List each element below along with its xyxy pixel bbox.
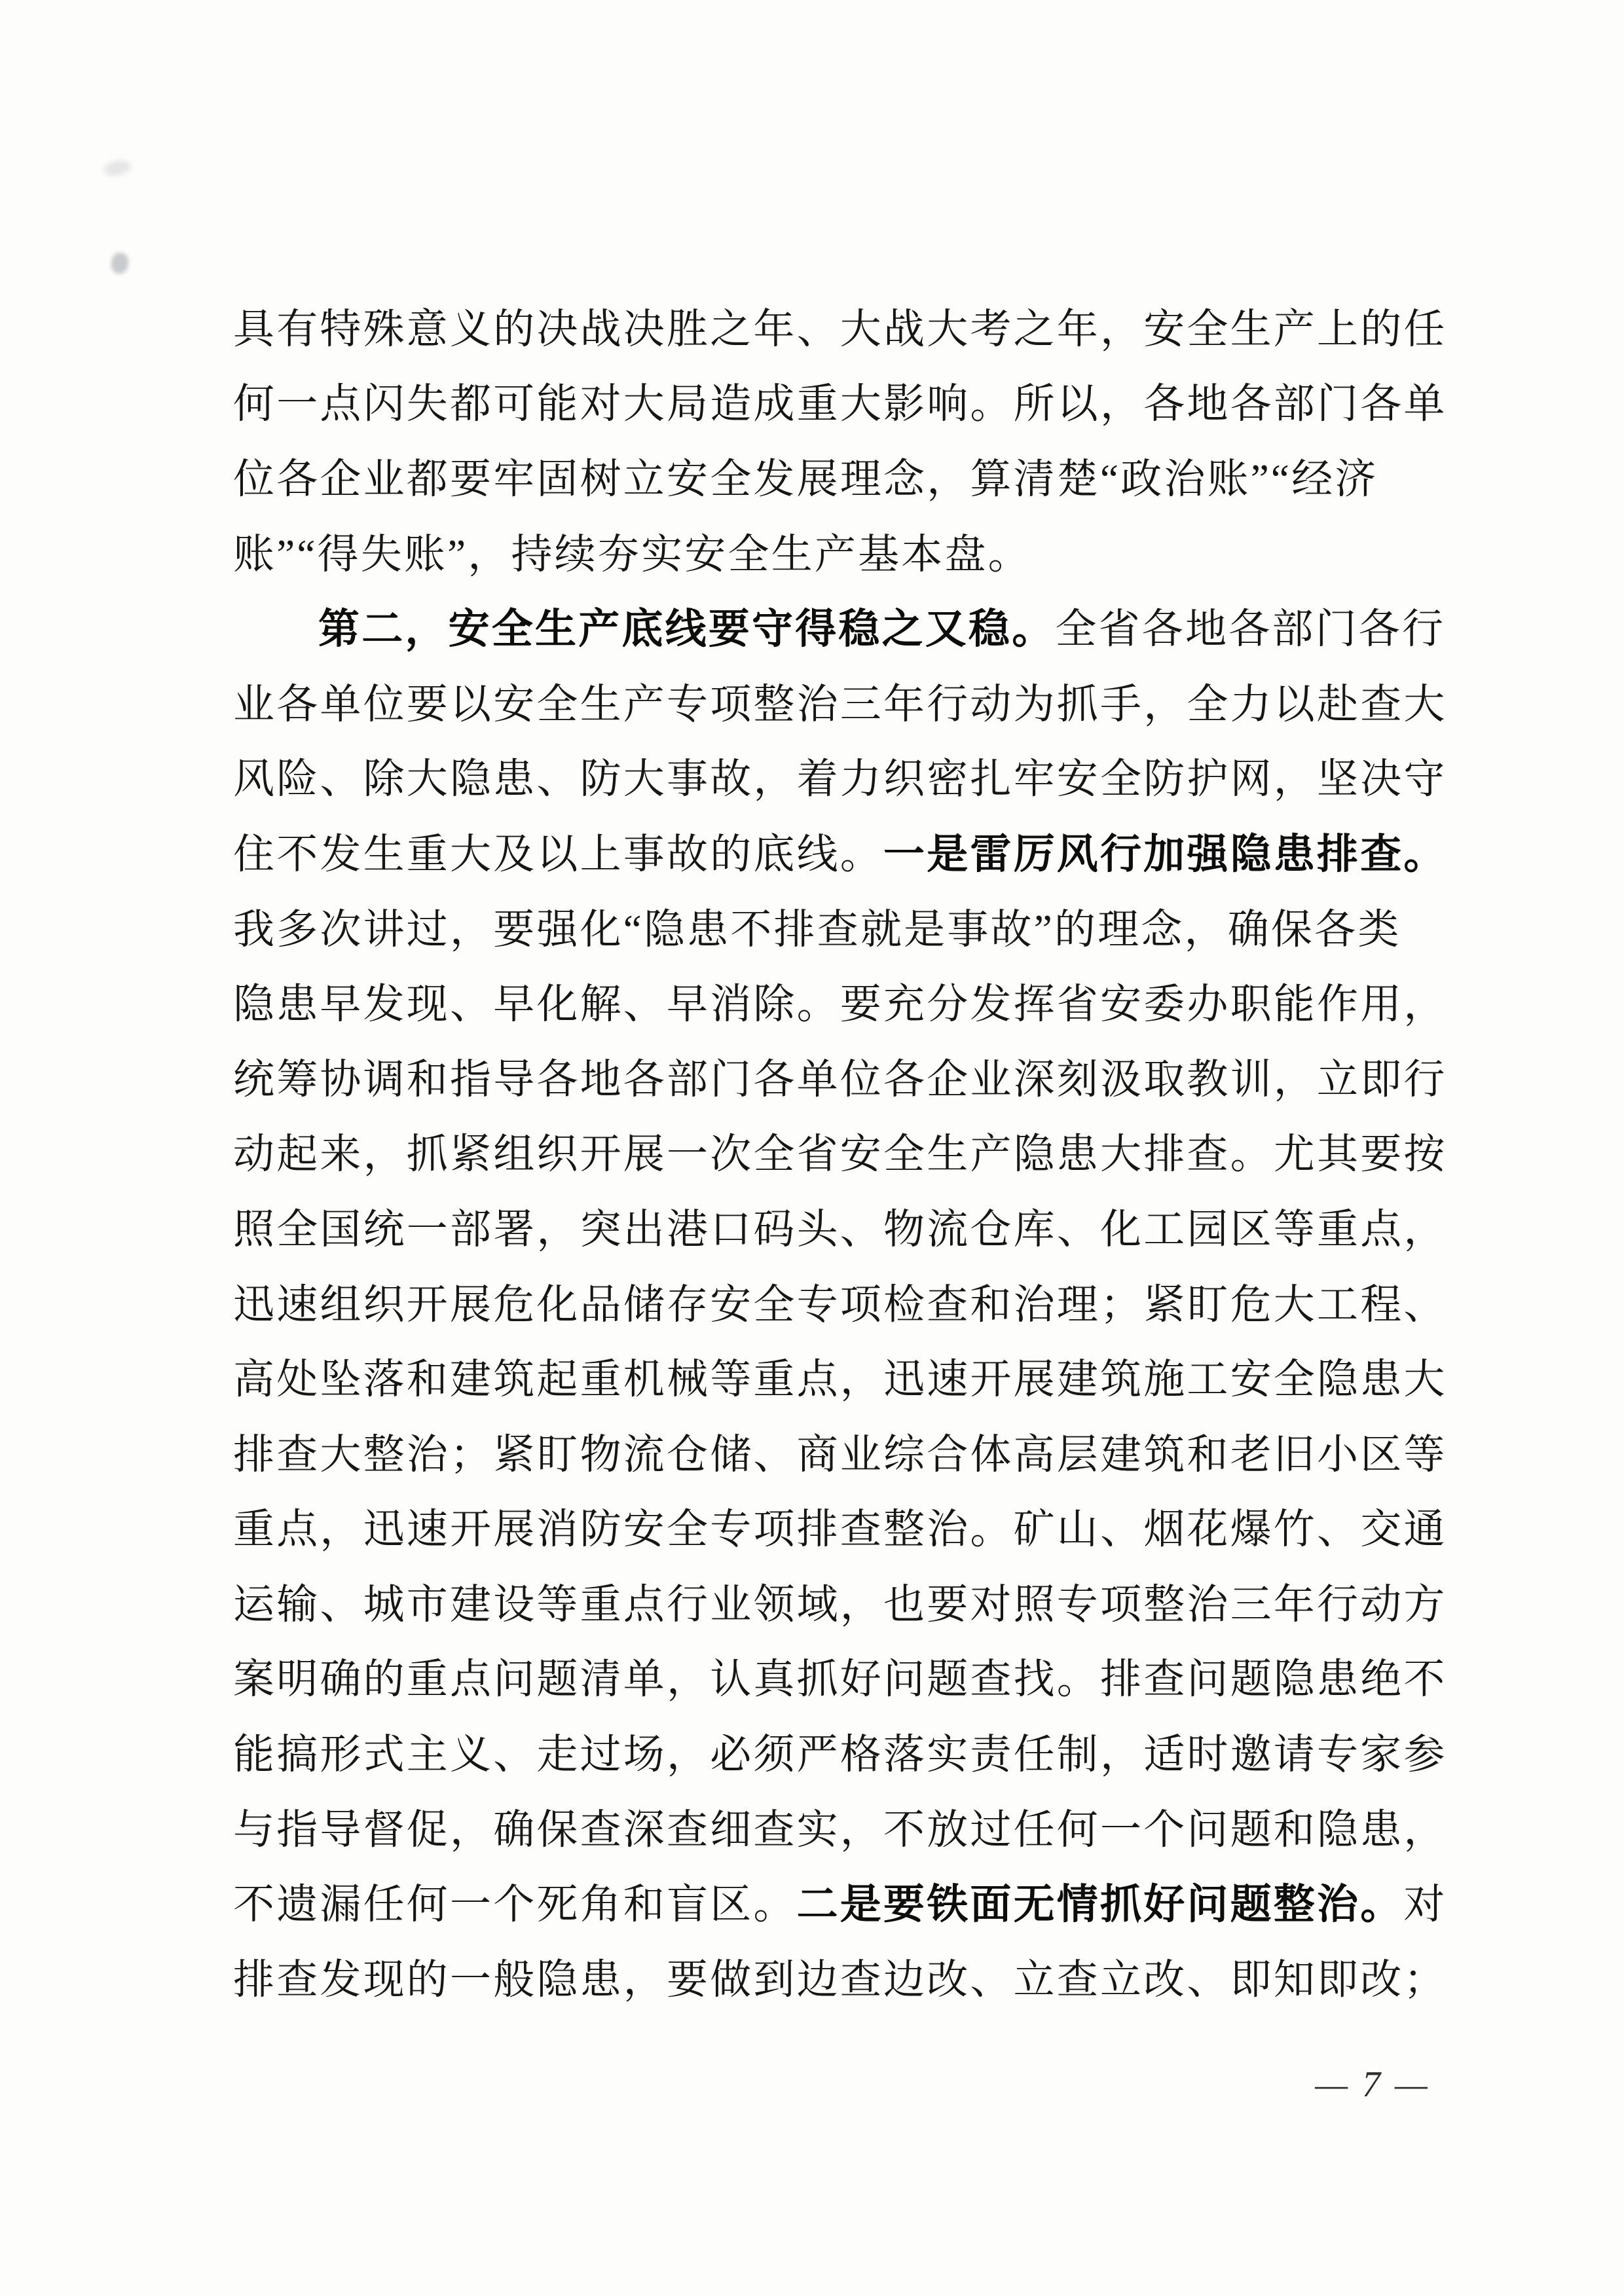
text-line xyxy=(233,1188,1456,1264)
body-text: 能搞形式主义、走过场，必须严格落实责任制，适时邀请专家参 xyxy=(233,1732,1447,1778)
scan-artifact xyxy=(110,251,130,274)
text-line xyxy=(233,513,1456,589)
text-line xyxy=(233,438,1456,513)
body-text: 风险、除大隐患、防大事故，着力织密扎牢安全防护网，坚决守 xyxy=(233,756,1447,803)
text-line xyxy=(233,663,1456,738)
text-line xyxy=(233,1413,1456,1489)
body-text: 照全国统一部署，突出港口码头、物流仓库、化工园区等重点， xyxy=(233,1206,1447,1252)
text-line xyxy=(233,888,1456,964)
emphasis-text: 第二，安全生产底线要守得稳之又稳。 xyxy=(318,606,1056,653)
body-text: 全省各地各部门各行 xyxy=(1055,606,1446,653)
emphasis-text: 一是雷厉风行加强隐患排查。 xyxy=(883,831,1447,877)
text-line xyxy=(233,588,1456,663)
body-text: 统筹协调和指导各地各部门各单位各企业深刻汲取教训，立即行 xyxy=(233,1056,1447,1102)
body-text: 排查大整治；紧盯物流仓储、商业综合体高层建筑和老旧小区等 xyxy=(233,1431,1447,1478)
body-text: 迅速组织开展危化品储存安全专项检查和治理；紧盯危大工程、 xyxy=(233,1281,1447,1328)
text-line xyxy=(233,363,1456,439)
body-text: 我多次讲过，要强化“隐患不排查就是事故”的理念，确保各类 xyxy=(233,906,1401,953)
text-line xyxy=(233,963,1456,1038)
text-line xyxy=(233,1489,1456,1564)
text-line xyxy=(233,1713,1456,1789)
body-text: 位各企业都要牢固树立安全发展理念，算清楚“政治账”“经济 xyxy=(233,456,1378,502)
body-text: 高处坠落和建筑起重机械等重点，迅速开展建筑施工安全隐患大 xyxy=(233,1357,1447,1403)
scan-artifact xyxy=(102,158,132,178)
body-text: 运输、城市建设等重点行业领域，也要对照专项整治三年行动方 xyxy=(233,1581,1447,1628)
text-line xyxy=(233,1639,1456,1714)
text-line xyxy=(233,1563,1456,1639)
body-text: 不遗漏任何一个死角和盲区。 xyxy=(233,1882,797,1928)
body-text: 排查发现的一般隐患，要做到边查边改、立查立改、即知即改； xyxy=(233,1956,1447,2003)
text-line xyxy=(233,1038,1456,1114)
text-line xyxy=(233,1114,1456,1189)
body-text: 业各单位要以安全生产专项整治三年行动为抓手，全力以赴查大 xyxy=(233,681,1447,727)
body-text: 隐患早发现、早化解、早消除。要充分发挥省安委办职能作用， xyxy=(233,981,1447,1028)
body-text: 对 xyxy=(1403,1882,1447,1928)
document-body xyxy=(233,288,1456,2014)
text-line xyxy=(233,813,1456,888)
body-text: 具有特殊意义的决战决胜之年、大战大考之年，安全生产上的任 xyxy=(233,306,1447,352)
body-text: 案明确的重点问题清单，认真抓好问题查找。排查问题隐患绝不 xyxy=(233,1656,1447,1703)
text-line xyxy=(233,1939,1456,2014)
text-line xyxy=(233,738,1456,814)
body-text: 重点，迅速开展消防安全专项排查整治。矿山、烟花爆竹、交通 xyxy=(233,1506,1447,1553)
body-text: 住不发生重大及以上事故的底线。 xyxy=(233,831,883,877)
text-line xyxy=(233,1338,1456,1413)
text-line xyxy=(233,1863,1456,1939)
body-text: 何一点闪失都可能对大局造成重大影响。所以，各地各部门各单 xyxy=(233,381,1447,428)
body-text: 账”“得失账”，持续夯实安全生产基本盘。 xyxy=(233,531,1031,577)
body-text: 与指导督促，确保查深查细查实，不放过任何一个问题和隐患， xyxy=(233,1806,1447,1853)
emphasis-text: 二是要铁面无情抓好问题整治。 xyxy=(796,1882,1404,1928)
page-number: — 7 — xyxy=(1315,2064,1430,2105)
text-line xyxy=(233,1264,1456,1339)
text-line xyxy=(233,1789,1456,1864)
text-line xyxy=(233,288,1456,363)
body-text: 动起来，抓紧组织开展一次全省安全生产隐患大排查。尤其要按 xyxy=(233,1131,1447,1178)
